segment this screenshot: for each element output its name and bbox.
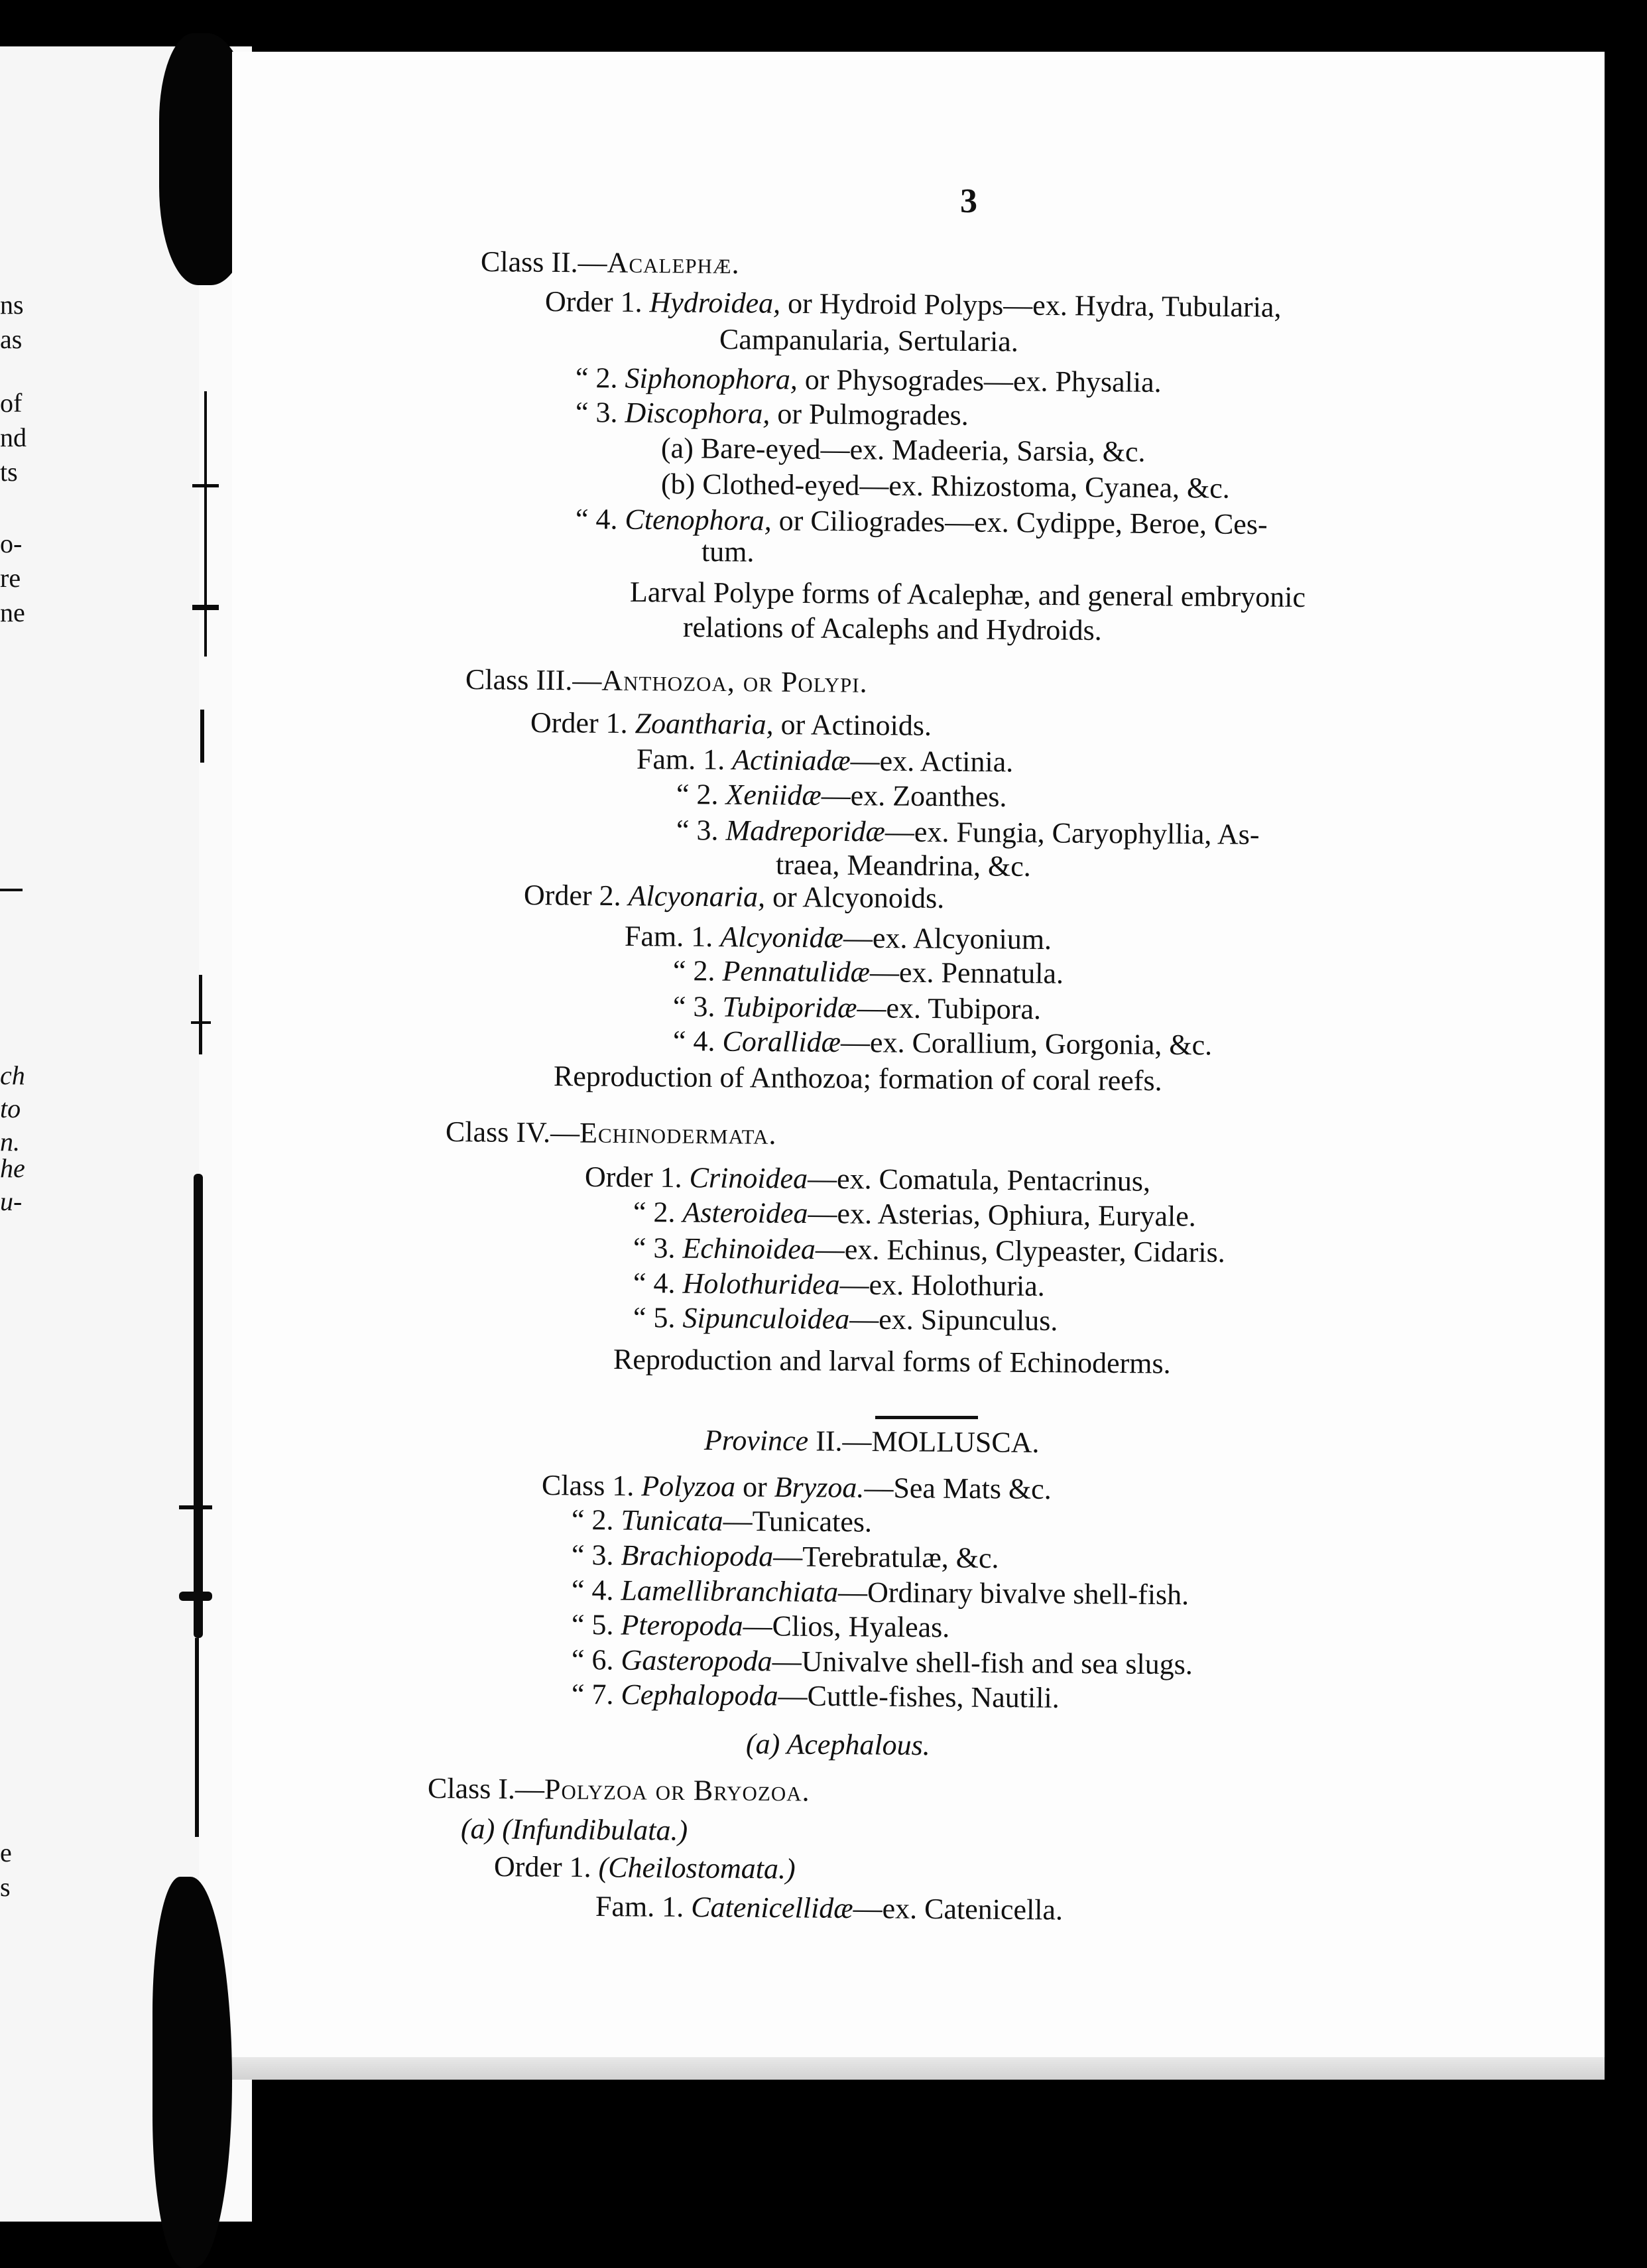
entry-rest: —ex. Actinia. [850,744,1014,779]
entry-mid: or [735,1470,774,1503]
entry-pre: Fam. 1. [636,743,733,777]
entry-name: Hydroidea, [649,286,781,320]
entry-pre: “ 4. [575,503,625,536]
entry-name: Ctenophora, [625,503,772,537]
entry-pre: “ 4. [633,1267,683,1300]
entry-name: Lamellibranchiata [621,1574,839,1609]
line-moll2 [572,1504,872,1539]
line-order1-cont [719,324,1018,358]
entry-name: Holothuridea [682,1267,840,1301]
spine-tick [179,1592,212,1601]
line-order1 [545,286,1282,324]
section-rule [875,1416,978,1419]
spine-torn-edge [194,1174,203,1638]
line-repro-antho [554,1060,1162,1098]
entry-pre: “ 4. [571,1574,621,1607]
left-page-text-fragment: ch [0,1060,25,1090]
entry-pre: “ 2. [571,1503,621,1537]
entry-name: Tunicata [621,1503,723,1537]
entry-pre: “ 7. [571,1678,621,1711]
line-echin4 [633,1267,1045,1302]
entry-name: Zoantharia, [635,707,774,741]
line-sub-a [661,432,1146,468]
line-zoan [530,707,932,742]
entry-name: (Cheilostomata.) [598,1851,796,1885]
entry-rest: —ex. Catenicella. [853,1892,1064,1926]
entry-pre: Fam. 1. [624,920,721,954]
entry-name: Asteroidea [682,1196,808,1230]
entry-name: Sipunculoidea [682,1301,850,1336]
entry-pre: “ 2. [633,1196,683,1229]
spine-line [199,975,202,1054]
spine-line [195,1638,199,1837]
line-cheilo [494,1851,796,1885]
line-larval [630,576,1306,613]
entry-rest: or Physogrades—ex. Physalia. [797,363,1162,399]
entry-pre: Order 1. [584,1161,690,1194]
entry-name2: Bryzoa. [774,1470,865,1504]
left-page-text-fragment: ts [0,457,18,487]
ink-blot-bottom [152,1877,232,2268]
text: tum. [701,535,755,568]
entry-rest: —ex. Corallium, Gorgonia, &c. [840,1025,1213,1062]
class-label: Class II.— [480,245,607,279]
entry-rest: or Ciliogrades—ex. Cydippe, Beroe, Ces- [771,504,1268,541]
line-sub-b [661,468,1230,505]
entry-name: Echinoidea [682,1231,816,1266]
left-page-text-fragment: o- [0,529,23,558]
line-order4-cont [702,536,755,568]
entry-rest: —ex. Alcyonium. [843,921,1052,956]
entry-pre: “ 4. [672,1025,723,1058]
entry-name: Pteropoda [621,1608,743,1643]
entry-pre: “ 2. [672,954,723,987]
text: relations of Acalephs and Hydroids. [682,611,1102,647]
entry-rest: —ex. Fungia, Caryophyllia, As- [884,815,1260,851]
entry-name: Brachiopoda [621,1539,774,1573]
entry-name: Gasteropoda [621,1643,772,1678]
entry-name: Siphonophora, [625,361,798,396]
class-name: Acalephæ. [607,246,740,281]
entry-rest: —Ordinary bivalve shell-fish. [837,1576,1190,1611]
line-fam2 [676,779,1007,813]
line-class1 [428,1773,810,1808]
entry-name: Discophora, [625,396,770,430]
entry-name: Xeniidæ [725,778,822,812]
class-name: Polyzoa or Bryozoa. [544,1773,810,1808]
entry-rest: —Tunicates. [723,1504,873,1539]
line-class2 [481,246,740,280]
class-label: Class III.— [465,663,602,697]
province-label: Province [703,1424,809,1458]
text: Reproduction of Anthozoa; formation of coral reefs. [553,1060,1162,1098]
entry-name: Polyzoa [641,1470,736,1503]
entry-name: Alcyonidæ [720,920,844,954]
left-page-text-fragment: ns [0,290,24,320]
entry-rest: —ex. Comatula, Pentacrinus, [807,1162,1151,1198]
entry-pre: “ 5. [571,1608,621,1641]
entry-rest: —ex. Holothuria. [839,1268,1045,1302]
text: (b) Clothed-eyed—ex. Rhizostoma, Cyanea, &c. [660,468,1230,505]
line-echin3 [633,1232,1225,1269]
line-moll7 [572,1678,1060,1714]
entry-name: Tubiporidæ [722,990,857,1025]
line-fam3 [676,814,1260,851]
line-moll3 [572,1539,999,1574]
entry-rest: —Cuttle-fishes, Nautili. [778,1679,1060,1714]
entry-name: Alcyonaria, [628,879,766,913]
left-page-text-fragment: he [0,1153,25,1183]
entry-pre: “ 3. [633,1231,683,1265]
line-afam3 [673,991,1041,1026]
line-infund [461,1813,688,1847]
line-order2 [576,362,1162,399]
entry-name: Corallidæ [722,1025,841,1058]
line-class4 [446,1116,777,1151]
line-moll1 [542,1470,1052,1505]
entry-pre: Class 1. [541,1469,642,1503]
entry-rest: or Actinoids. [773,708,932,742]
line-afam4 [673,1025,1212,1062]
spine-tick [192,605,219,610]
line-province [704,1424,1040,1459]
entry-pre: Order 1. [493,1850,599,1884]
left-page-text-fragment: u- [0,1186,23,1216]
left-page-text-fragment: nd [0,422,27,452]
left-page-text-fragment: as [0,324,23,354]
line-echin5 [633,1302,1058,1337]
entry-rest: or Pulmogrades. [770,397,969,432]
line-alcy [524,879,945,914]
left-page-text-fragment: ne [0,598,25,627]
entry-pre: Order 2. [523,879,629,913]
line-catenic [595,1891,1063,1926]
line-moll6 [572,1644,1193,1681]
entry-pre: Order 1. [544,285,650,319]
entry-rest: —ex. Zoanthes. [821,779,1007,813]
line-afam2 [673,955,1064,990]
entry-pre: “ 3. [676,814,726,847]
line-echin2 [633,1196,1196,1233]
entry-pre: “ 3. [672,990,723,1023]
text: traea, Meandrina, &c. [775,848,1031,883]
entry-name: Catenicellidæ [691,1891,853,1925]
entry-rest: or Hydroid Polyps—ex. Hydra, Tubularia, [780,286,1282,324]
entry-name: Pennatulidæ [722,954,871,989]
class-name: Echinodermata. [579,1116,777,1151]
entry-pre: “ 3. [571,1539,621,1572]
entry-pre: “ 5. [633,1301,683,1334]
text: Campanularia, Sertularia. [719,323,1019,358]
line-order4 [576,503,1268,541]
line-repro-echin [613,1344,1171,1380]
line-class3 [465,664,868,699]
entry-rest: or Alcyonoids. [764,880,945,914]
entry-name: Cephalopoda [621,1678,778,1712]
class-name: Anthozoa, or Polypi. [601,664,868,699]
text: (a) Acephalous. [745,1728,930,1762]
text: Larval Polype forms of Acalephæ, and general embryonic [629,576,1306,614]
entry-rest: —ex. Asterias, Ophiura, Euryale. [808,1197,1196,1233]
entry-rest: —ex. Sipunculus. [849,1302,1058,1338]
left-page-text-fragment: re [0,563,21,593]
entry-rest: —Terebratulæ, &c. [773,1540,999,1575]
page-number: 3 [960,182,977,220]
left-page-text-fragment: s [0,1872,11,1902]
entry-rest: —ex. Pennatula. [869,956,1064,990]
entry-name: Madreporidæ [725,814,886,848]
entry-pre: “ 2. [676,778,726,811]
entry-rest: —Sea Mats &c. [864,1471,1052,1506]
line-afam1 [625,920,1052,956]
spine-tick [179,1505,212,1509]
text: Reproduction and larval forms of Echinoderms. [613,1343,1171,1380]
entry-rest: —ex. Tubipora. [857,991,1042,1026]
left-page-text-fragment: n. [0,1127,20,1157]
line-larval-cont [683,611,1102,647]
left-page-text-fragment: e [0,1838,12,1867]
entry-pre: “ 6. [571,1643,621,1676]
line-moll4 [572,1574,1190,1611]
spine-line [204,391,207,657]
entry-pre: “ 2. [575,361,625,395]
entry-name: Actiniadæ [732,743,851,777]
left-page-text-fragment: of [0,388,23,418]
left-page-text-fragment: to [0,1094,21,1123]
text: (a) Bare-eyed—ex. Madeeria, Sarsia, &c. [660,432,1146,468]
line-moll5 [572,1609,950,1644]
entry-pre: Order 1. [530,706,635,740]
text: (a) (Infundibulata.) [460,1812,688,1847]
entry-name: Crinoidea [689,1161,808,1195]
class-label: Class IV.— [445,1115,580,1149]
entry-rest: —Univalve shell-fish and sea slugs. [772,1645,1193,1681]
line-fam1 [637,743,1014,779]
spine-tick [192,484,219,487]
entry-pre: Fam. 1. [595,1890,692,1924]
line-fam3-cont [776,849,1031,883]
province-title: II.—MOLLUSCA. [808,1424,1040,1459]
spine-tick [191,1021,211,1024]
left-page-rule [0,889,23,891]
class-label: Class I.— [427,1772,545,1806]
entry-pre: “ 3. [575,396,625,429]
spine-line [200,710,204,763]
entry-rest: —ex. Echinus, Clypeaster, Cidaris. [815,1233,1225,1269]
entry-rest: —Clios, Hyaleas. [743,1609,950,1644]
line-acephalous [746,1728,930,1762]
line-order3 [576,397,969,432]
line-echin1 [585,1161,1150,1198]
